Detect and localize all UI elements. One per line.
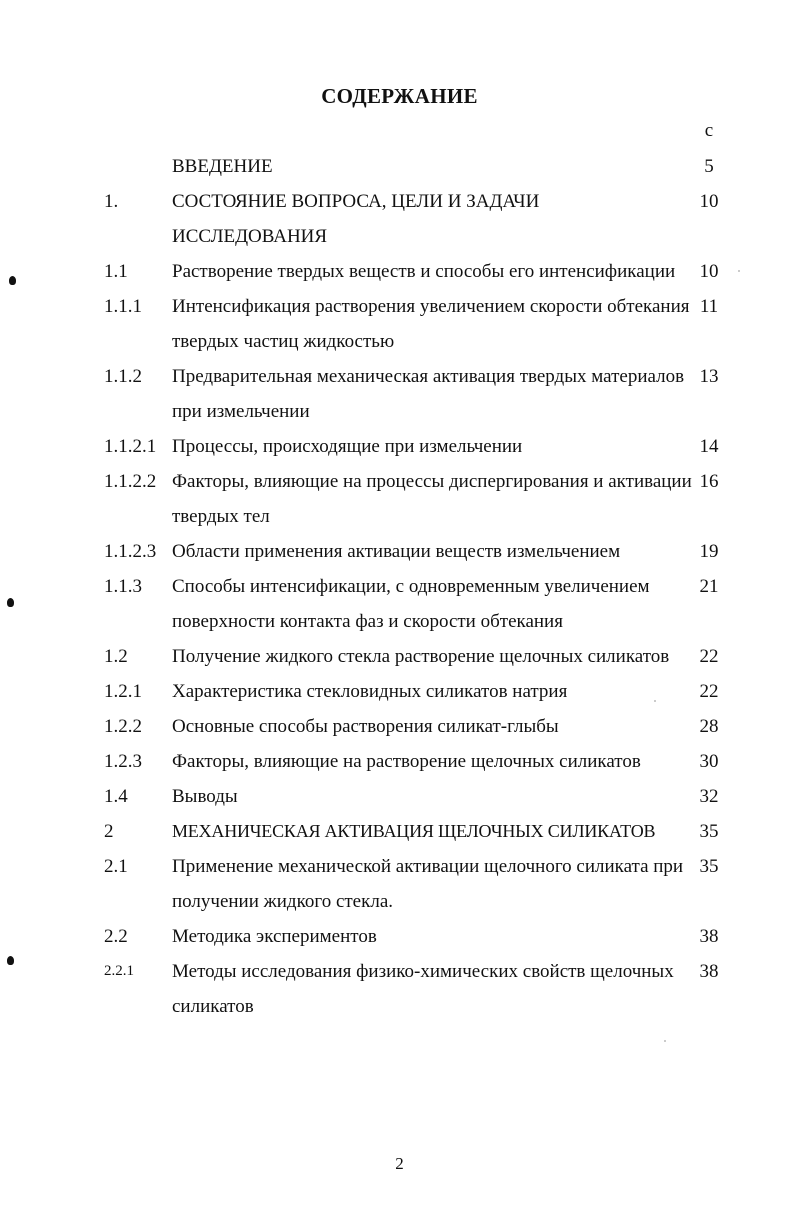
entry-title: Области применения активации веществ измельчением xyxy=(172,541,621,562)
entry-title: ВВЕДЕНИЕ xyxy=(172,156,273,177)
entry-page: 16 xyxy=(699,471,719,492)
toc-entry-1-2-1 xyxy=(0,674,799,709)
scan-mark-icon xyxy=(7,956,14,965)
toc-entry-1-1-2 xyxy=(0,359,799,429)
entry-number: 1.1.2.1 xyxy=(104,436,157,457)
entry-number: 1.2 xyxy=(104,646,128,667)
entry-page: 19 xyxy=(699,541,719,562)
entry-title: Применение механической активации щелочного силиката при получении жидкого стекла. xyxy=(172,856,684,912)
entry-number: 2.2 xyxy=(104,926,128,947)
entry-number: 1.1.3 xyxy=(104,576,142,597)
page-number: 2 xyxy=(395,1154,404,1173)
toc-entry-2-1 xyxy=(0,849,799,919)
entry-page: 13 xyxy=(699,366,719,387)
entry-number: 1.1.1 xyxy=(104,296,142,317)
toc-entry-1-1-2-2 xyxy=(0,464,799,534)
entry-title: Способы интенсификации, с одновременным увеличением поверхности контакта фаз и скорости обтекания xyxy=(172,576,650,632)
entry-title: Методы исследования физико-химических свойств щелочных силикатов xyxy=(172,961,674,1017)
entry-page: 22 xyxy=(699,681,719,702)
entry-page: 11 xyxy=(699,296,719,317)
toc-entry-2-2 xyxy=(0,919,799,954)
entry-number: 1.1.2.3 xyxy=(104,541,157,562)
entry-title: Факторы, влияющие на растворение щелочных силикатов xyxy=(172,751,641,772)
toc-entry-1-1 xyxy=(0,254,799,289)
page-column-label: с xyxy=(704,120,714,141)
entry-title: Интенсификация растворения увеличением скорости обтекания твердых частиц жидкостью xyxy=(172,296,690,352)
entry-page: 5 xyxy=(704,156,714,177)
entry-page: 35 xyxy=(699,821,719,842)
toc-entry-1-2-3 xyxy=(0,744,799,779)
entry-page: 30 xyxy=(699,751,719,772)
entry-title: Характеристика стекловидных силикатов натрия xyxy=(172,681,568,702)
entry-title: Процессы, происходящие при измельчении xyxy=(172,436,523,457)
entry-title: МЕХАНИЧЕСКАЯ АКТИВАЦИЯ ЩЕЛОЧНЫХ СИЛИКАТОВ xyxy=(172,821,656,841)
entry-title: СОСТОЯНИЕ ВОПРОСА, ЦЕЛИ И ЗАДАЧИ ИССЛЕДОВАНИЯ xyxy=(172,191,540,247)
entry-page: 28 xyxy=(699,716,719,737)
entry-title: Методика экспериментов xyxy=(172,926,377,947)
entry-page: 22 xyxy=(699,646,719,667)
entry-page: 10 xyxy=(699,191,719,212)
entry-page: 38 xyxy=(699,961,719,982)
entry-number: 1.4 xyxy=(104,786,128,807)
entry-title: Выводы xyxy=(172,786,238,807)
table-of-contents xyxy=(0,149,799,1024)
entry-title: Получение жидкого стекла растворение щелочных силикатов xyxy=(172,646,670,667)
entry-number: 1.1.2 xyxy=(104,366,142,387)
scan-speck-icon xyxy=(654,700,656,702)
entry-number: 1. xyxy=(104,191,119,212)
entry-page: 38 xyxy=(699,926,719,947)
entry-page: 10 xyxy=(699,261,719,282)
entry-page: 32 xyxy=(699,786,719,807)
toc-entry-introduction xyxy=(0,149,799,184)
entry-title: Растворение твердых веществ и способы его интенсификации xyxy=(172,261,676,282)
toc-entry-1-1-3 xyxy=(0,569,799,639)
toc-entry-1-1-1 xyxy=(0,289,799,359)
toc-entry-1-1-2-1 xyxy=(0,429,799,464)
toc-entry-1-1-2-3 xyxy=(0,534,799,569)
toc-entry-1 xyxy=(0,184,799,254)
entry-page: 21 xyxy=(699,576,719,597)
entry-number: 1.2.3 xyxy=(104,751,142,772)
entry-title: Основные способы растворения силикат-глыбы xyxy=(172,716,559,737)
entry-page: 14 xyxy=(699,436,719,457)
entry-page: 35 xyxy=(699,856,719,877)
toc-entry-1-2-2 xyxy=(0,709,799,744)
scan-mark-icon xyxy=(7,598,14,607)
entry-title: Факторы, влияющие на процессы диспергирования и активации твердых тел xyxy=(172,471,692,527)
scan-speck-icon xyxy=(664,1040,666,1042)
scan-mark-icon xyxy=(9,276,16,285)
entry-number: 2.2.1 xyxy=(104,963,134,979)
entry-number: 1.2.1 xyxy=(104,681,142,702)
entry-number: 1.1 xyxy=(104,261,128,282)
toc-entry-2 xyxy=(0,814,799,849)
toc-entry-2-2-1 xyxy=(0,954,799,1024)
toc-title: СОДЕРЖАНИЕ xyxy=(321,84,478,108)
entry-number: 1.1.2.2 xyxy=(104,471,157,492)
entry-title: Предварительная механическая активация твердых материалов при измельчении xyxy=(172,366,685,422)
entry-number: 2 xyxy=(104,821,114,842)
toc-entry-1-2 xyxy=(0,639,799,674)
toc-entry-1-4 xyxy=(0,779,799,814)
entry-number: 1.2.2 xyxy=(104,716,142,737)
entry-number: 2.1 xyxy=(104,856,128,877)
scan-speck-icon xyxy=(738,270,740,272)
